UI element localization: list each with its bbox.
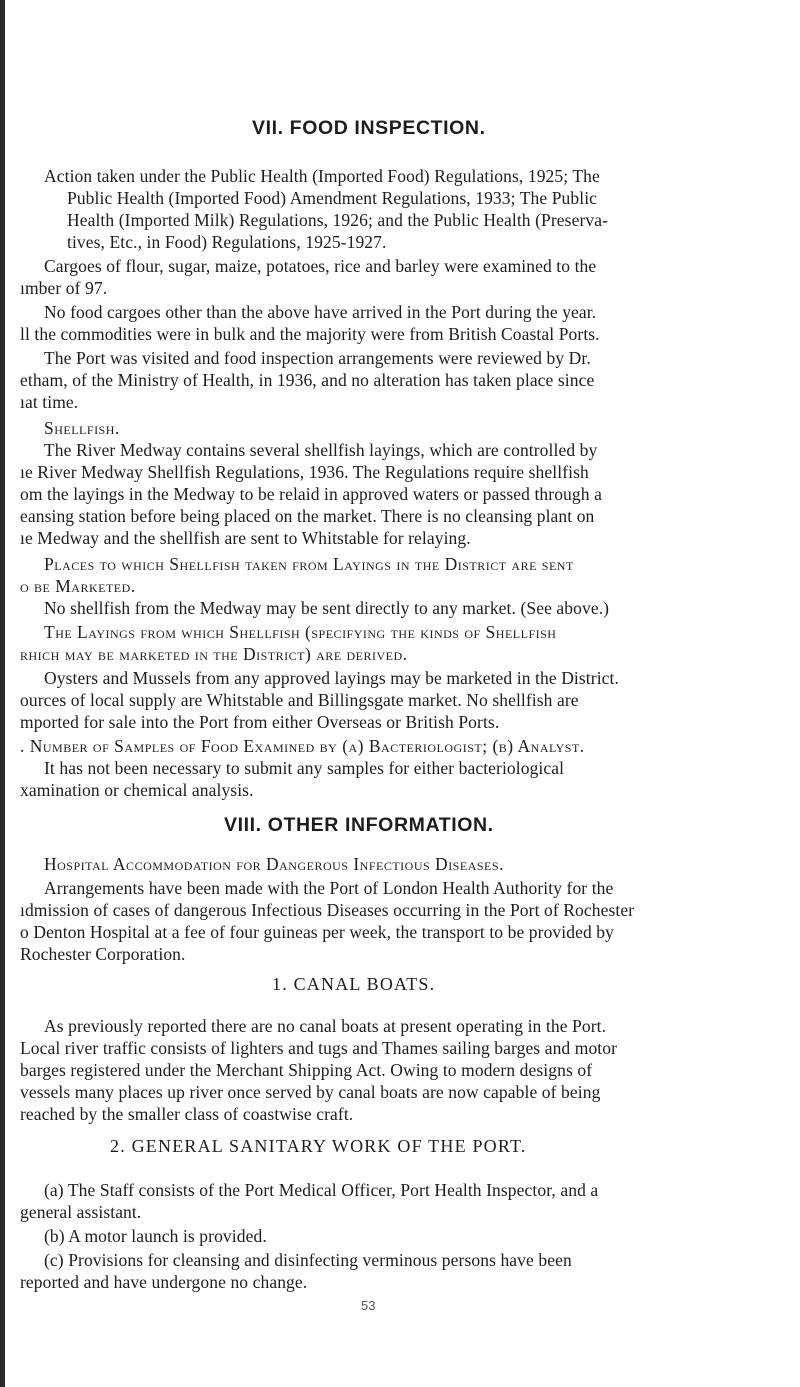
- subheading-hospital: Hospital Accommodation for Dangerous Infectious Diseases.: [44, 854, 504, 874]
- text-line: reported and have undergone no change.: [20, 1272, 308, 1292]
- text-line: eansing station before being placed on the market. There is no cleansing plant on: [20, 506, 595, 526]
- text-line: om the layings in the Medway to be relaid in approved waters or passed through a: [20, 484, 602, 504]
- text-line: Arrangements have been made with the Port of London Health Authority for the: [44, 878, 614, 898]
- text-line: Rochester Corporation.: [20, 944, 186, 964]
- text-line: ıe Medway and the shellfish are sent to Whitstable for relaying.: [20, 528, 471, 548]
- subheading-layings: The Layings from which Shellfish (specifying the kinds of Shellfish: [44, 622, 557, 642]
- subheading-layings-cont: rhich may be marketed in the District) are derived.: [20, 644, 408, 664]
- section-heading-food-inspection: VII. FOOD INSPECTION.: [252, 117, 486, 139]
- text-line: Health (Imported Milk) Regulations, 1926; and the Public Health (Preserva-: [67, 210, 609, 230]
- subsection-heading-sanitary-work: 2. GENERAL SANITARY WORK OF THE PORT.: [110, 1136, 527, 1156]
- text-line: Public Health (Imported Food) Amendment Regulations, 1933; The Public: [67, 188, 598, 208]
- text-line: Oysters and Mussels from any approved layings may be marketed in the District.: [44, 668, 619, 688]
- text-line: mported for sale into the Port from either Overseas or British Ports.: [20, 712, 500, 732]
- text-line: barges registered under the Merchant Shipping Act. Owing to modern designs of: [20, 1060, 593, 1080]
- text-line: reached by the smaller class of coastwise craft.: [20, 1104, 354, 1124]
- text-line: The River Medway contains several shellfish layings, which are controlled by: [44, 440, 598, 460]
- subsection-heading-canal-boats: 1. CANAL BOATS.: [272, 974, 436, 994]
- subheading-samples: . Number of Samples of Food Examined by (a) Bacteriologist; (b) Analyst.: [20, 736, 585, 756]
- text-line: The Port was visited and food inspection arrangements were reviewed by Dr.: [44, 348, 591, 368]
- text-line: (a) The Staff consists of the Port Medical Officer, Port Health Inspector, and a: [44, 1180, 599, 1200]
- section-heading-other-information: VIII. OTHER INFORMATION.: [224, 814, 494, 836]
- text-line: As previously reported there are no canal boats at present operating in the Port.: [44, 1016, 607, 1036]
- subheading-places-marketed: Places to which Shellfish taken from Layings in the District are sent: [44, 554, 574, 574]
- text-line: ll the commodities were in bulk and the majority were from British Coastal Ports.: [20, 324, 600, 344]
- text-line: It has not been necessary to submit any samples for either bacteriological: [44, 758, 565, 778]
- page-number: 53: [361, 1298, 376, 1313]
- text-line: tives, Etc., in Food) Regulations, 1925-1927.: [67, 232, 387, 252]
- text-line: ımber of 97.: [20, 278, 108, 298]
- text-line: No shellfish from the Medway may be sent directly to any market. (See above.): [44, 598, 610, 618]
- text-line: (c) Provisions for cleansing and disinfecting verminous persons have been: [44, 1250, 572, 1270]
- subheading-places-marketed-cont: o be Marketed.: [20, 576, 136, 596]
- text-line: No food cargoes other than the above have arrived in the Port during the year.: [44, 302, 597, 322]
- text-line: xamination or chemical analysis.: [20, 780, 254, 800]
- text-line: o Denton Hospital at a fee of four guineas per week, the transport to be provided by: [20, 922, 614, 942]
- text-line: Cargoes of flour, sugar, maize, potatoes, rice and barley were examined to the: [44, 256, 597, 276]
- text-line: etham, of the Ministry of Health, in 1936, and no alteration has taken place since: [20, 370, 595, 390]
- text-line: general assistant.: [20, 1202, 142, 1222]
- text-line: Action taken under the Public Health (Imported Food) Regulations, 1925; The: [44, 166, 600, 186]
- text-line: ıe River Medway Shellfish Regulations, 1936. The Regulations require shellfish: [20, 462, 589, 482]
- subheading-shellfish: Shellfish.: [44, 418, 120, 438]
- text-line: vessels many places up river once served by canal boats are now capable of being: [20, 1082, 601, 1102]
- text-line: (b) A motor launch is provided.: [44, 1226, 267, 1246]
- text-line: Local river traffic consists of lighters and tugs and Thames sailing barges and motor: [20, 1038, 618, 1058]
- text-line: ıat time.: [20, 392, 79, 412]
- text-line: ources of local supply are Whitstable and Billingsgate market. No shellfish are: [20, 690, 579, 710]
- text-line: ıdmission of cases of dangerous Infectious Diseases occurring in the Port of Rochester: [20, 900, 635, 920]
